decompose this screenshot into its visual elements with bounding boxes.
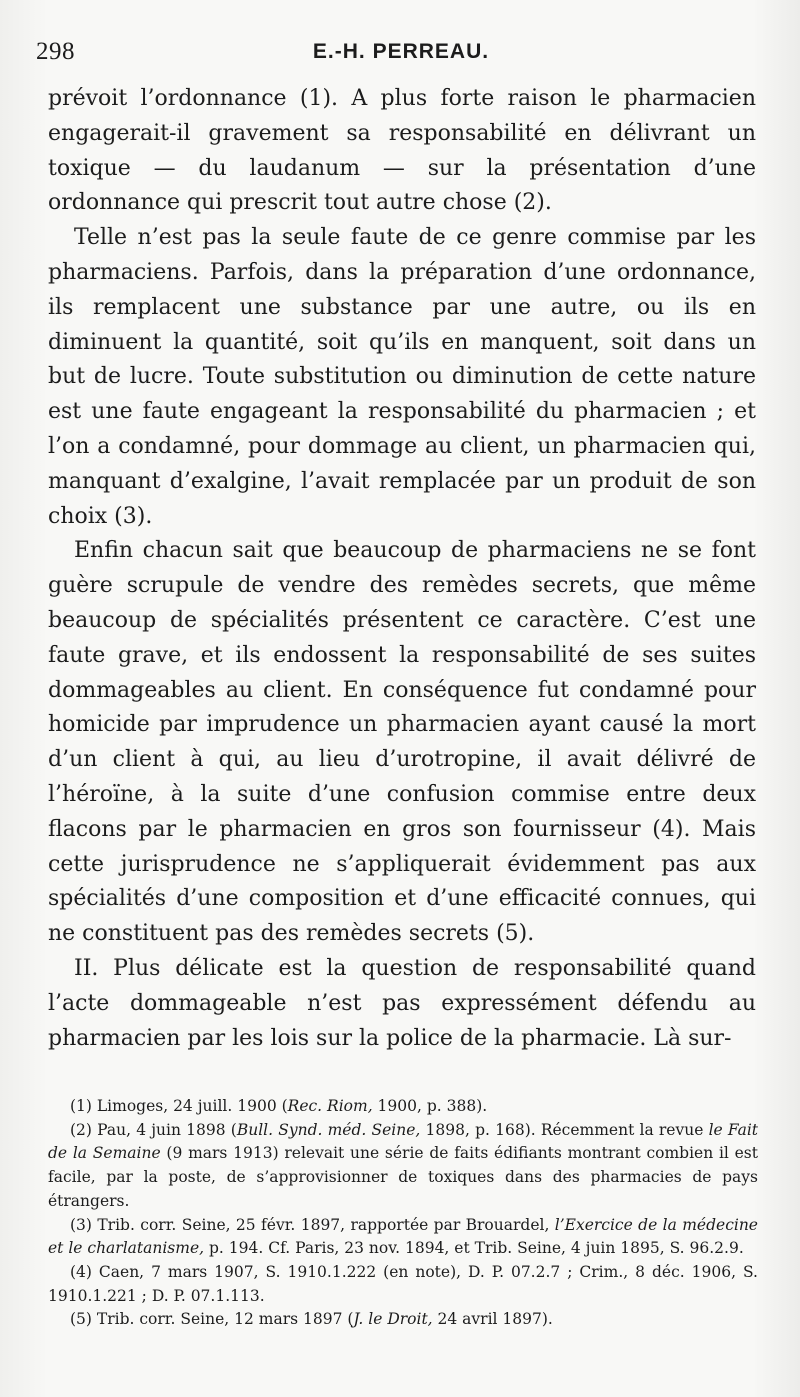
paragraph: Enfin chacun sait que beaucoup de pharmaciens ne se font guère scrupule de vendre des remèdes secrets, que même beaucoup de spécialités présentent ce caractère. C’est une faute grave, et ils endossent la responsabilité de ses suites dommageables au client. En conséquence fut condamné pour homicide par imprudence un pharmacien ayant causé la mort d’un client à qui, au lieu d’urotropine, il avait délivré de l’héroïne, à la suite d’une confusion commise entre deux flacons par le pharmacien en gros son fournisseur (4). Mais cette jurisprudence ne s’appliquerait évidemment pas aux spécialités d’une composition et d’une efficacité connues, qui ne constituent pas des remèdes secrets (5).	[48, 538, 756, 947]
footnote-text: (2) Pau, 4 juin 1898 (	[70, 1120, 237, 1139]
running-head: E.-H. PERREAU.	[312, 40, 490, 63]
body-text	[48, 82, 756, 1056]
footnote-text: (3) Trib. corr. Seine, 25 févr. 1897, rapportée par Brouardel,	[70, 1215, 555, 1234]
footnote-text: 1898, p. 168). Récemment la revue	[420, 1120, 709, 1139]
paragraph: prévoit l’ordonnance (1). A plus forte raison le pharmacien engagerait-il gravement sa responsabilité en délivrant un toxique — du laudanum — sur la présentation d’une ordonnance qui prescrit tout autre chose (2).	[48, 86, 756, 216]
footnote-text: (9 mars 1913) relevait une série de faits édifiants montrant combien il est facile, par la poste, de s’approvisionner de toxiques dans des pharmacies de pays étrangers.	[48, 1144, 758, 1210]
footnotes	[48, 1095, 758, 1332]
footnote-text: p. 194. Cf. Paris, 23 nov. 1894, et Trib. Seine, 4 juin 1895, S. 96.2.9.	[204, 1239, 744, 1258]
paragraph: II. Plus délicate est la question de responsabilité quand l’acte dommageable n’est pas expressément défendu au pharmacien par les lois sur la police de la pharmacie. Là sur-	[48, 955, 756, 1051]
footnote-4	[48, 1261, 758, 1308]
footnote-text: (1) Limoges, 24 juill. 1900 (	[70, 1097, 288, 1115]
paragraph: Telle n’est pas la seule faute de ce genre commise par les pharmaciens. Parfois, dans la préparation d’une ordonnance, ils remplacent une substance par une autre, ou ils en diminuent la quantité, soit qu’ils en manquent, soit dans un but de lucre. Toute substitution ou diminution de cette nature est une faute engageant la responsabilité du pharmacien ; et l’on a condamné, pour dommage au client, un pharmacien qui, manquant d’exalgine, l’avait remplacée par un produit de son choix (3).	[48, 225, 756, 529]
footnote-1	[48, 1095, 758, 1119]
footnote-text: 24 avril 1897).	[432, 1310, 553, 1329]
footnote-3	[48, 1214, 758, 1261]
footnote-source: l’Exercice de la médecine et le charlatanisme,	[48, 1215, 758, 1258]
page-header	[36, 38, 756, 72]
footnote-text: (4) Caen, 7 mars 1907, S. 1910.1.222 (en note), D. P. 07.2.7 ; Crim., 8 déc. 1906, S. 1910.1.221 ; D. P. 07.1.113.	[48, 1262, 758, 1305]
footnote-2	[48, 1119, 758, 1214]
footnote-source: le Fait de la Semaine	[48, 1120, 759, 1163]
footnote-5	[48, 1308, 758, 1332]
footnote-source: Rec. Riom,	[287, 1097, 373, 1115]
footnote-source: J. le Droit,	[353, 1310, 433, 1329]
footnote-text: (5) Trib. corr. Seine, 12 mars 1897 (	[70, 1310, 354, 1329]
footnote-text: 1900, p. 388).	[372, 1097, 488, 1115]
page-number: 298	[36, 38, 75, 65]
footnote-source: Bull. Synd. méd. Seine,	[236, 1120, 421, 1139]
